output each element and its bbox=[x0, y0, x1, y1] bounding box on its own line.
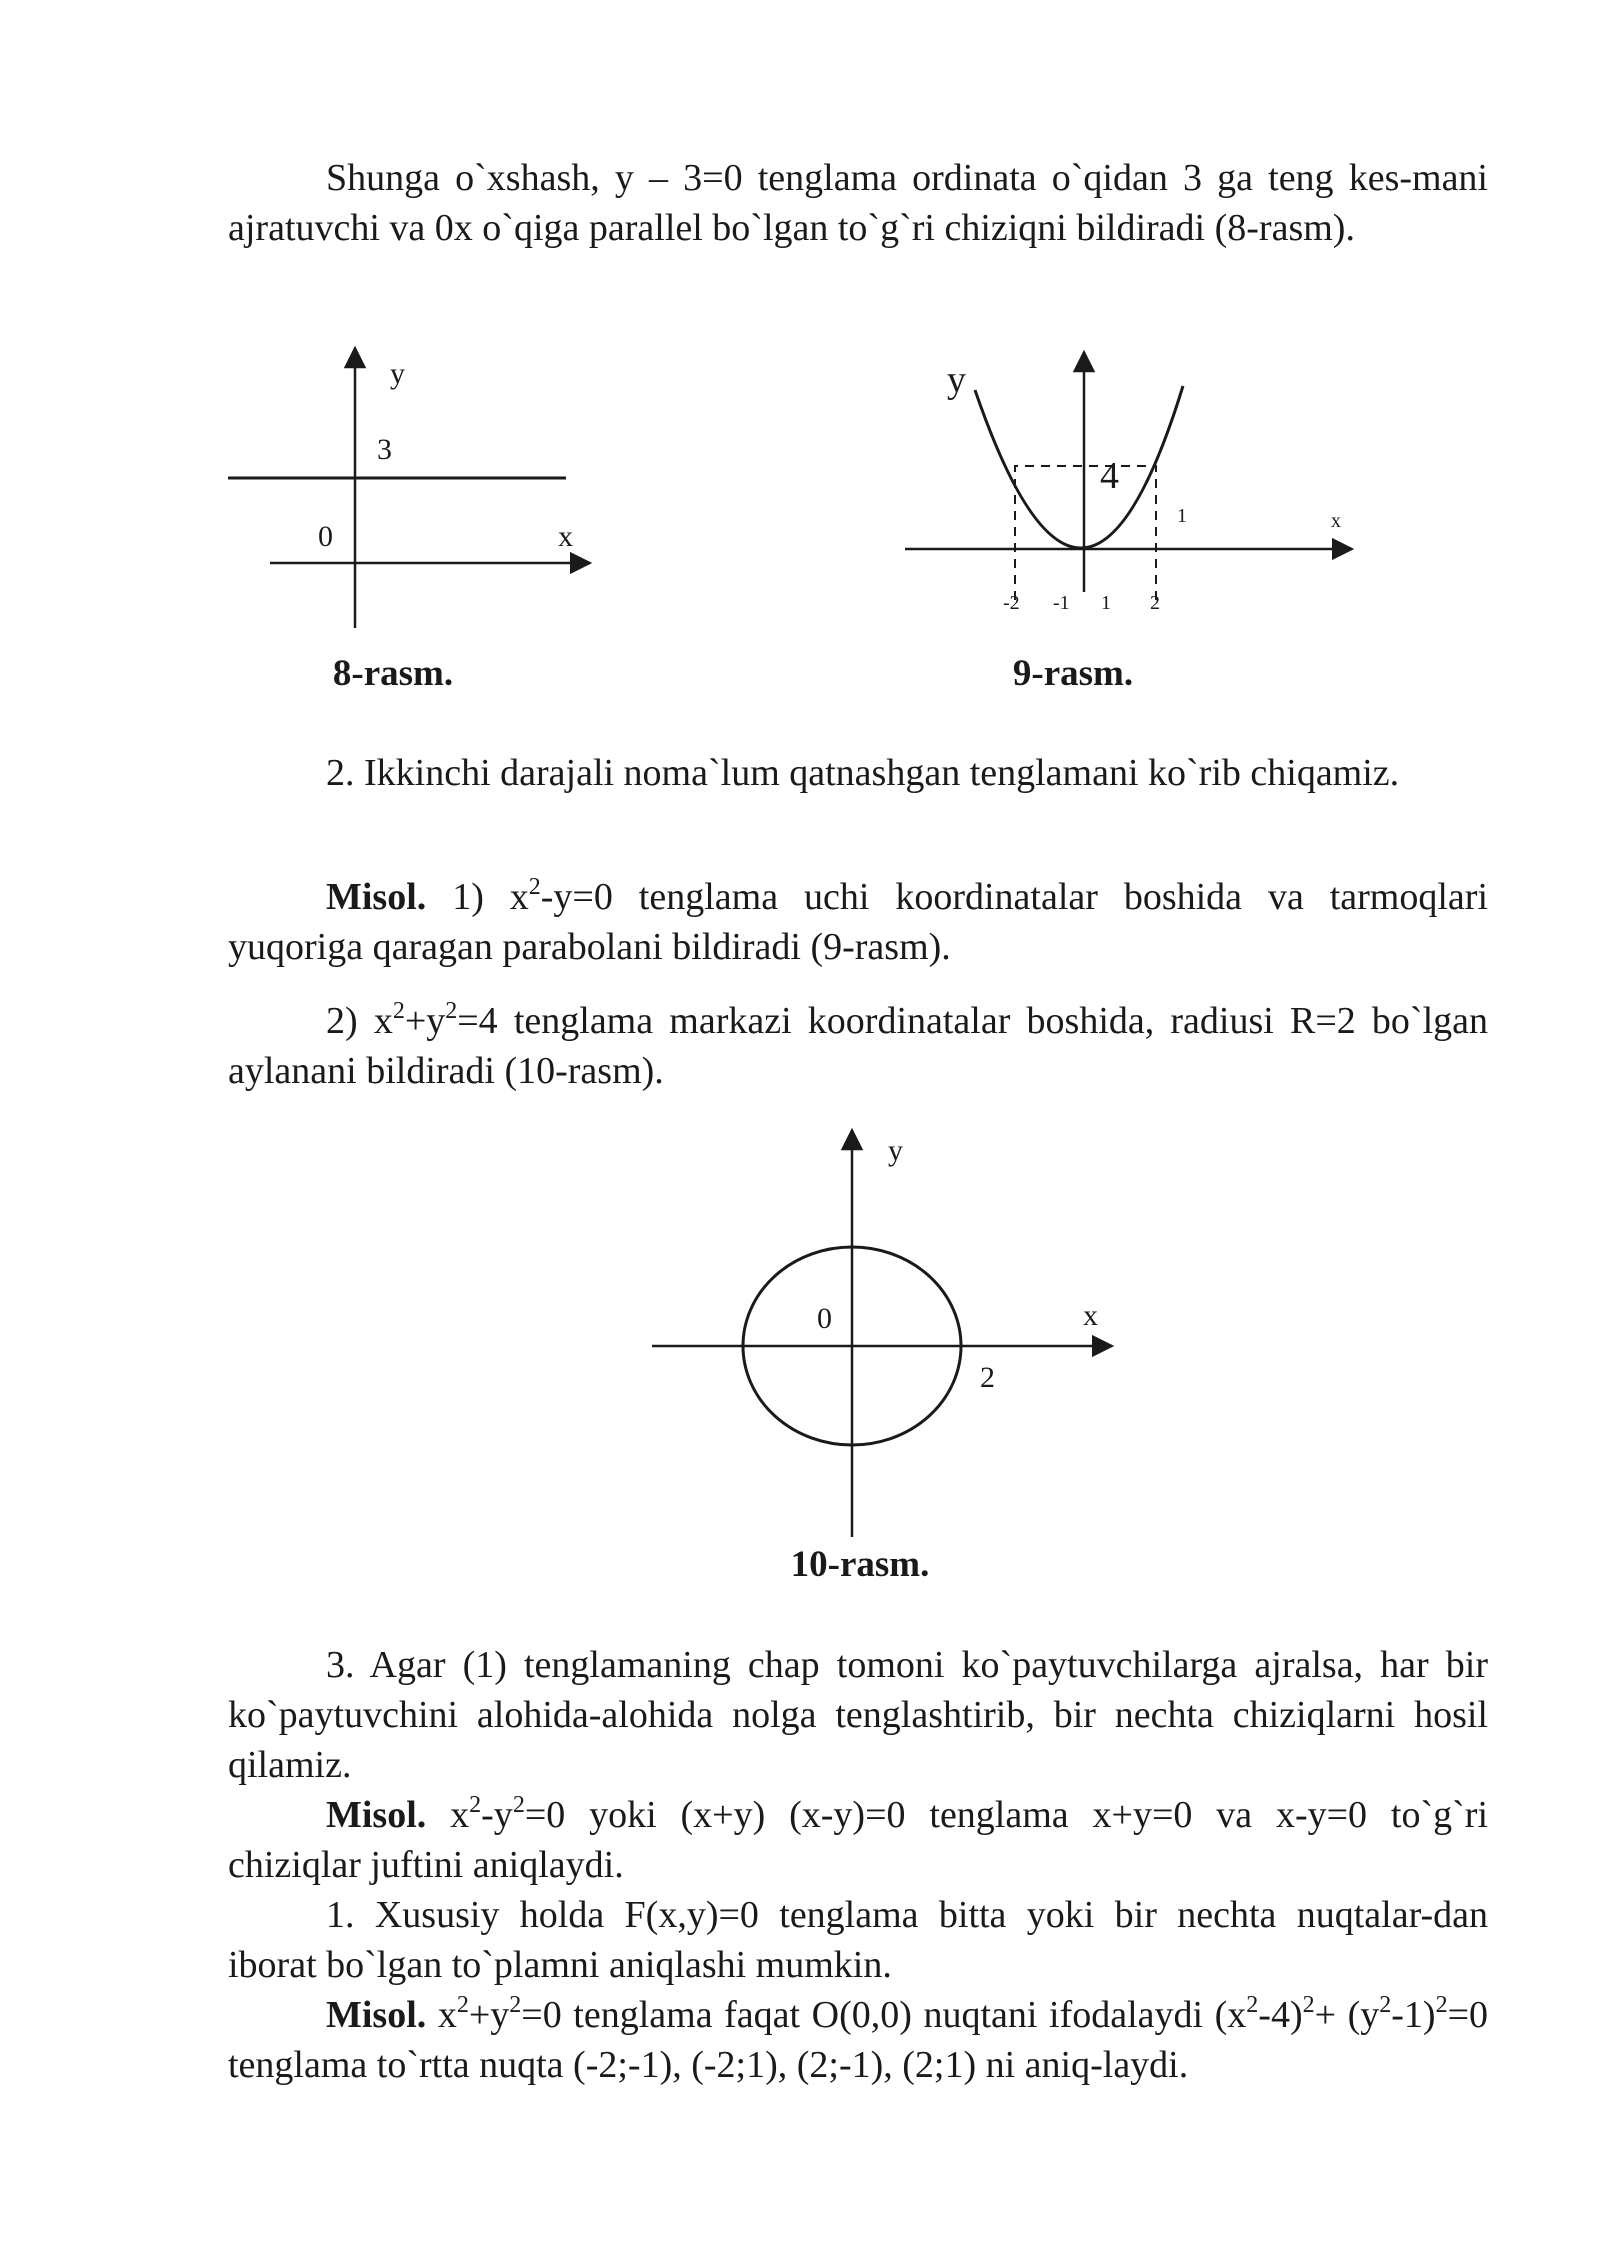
paragraph-7-text: 1. Xususiy holda F(x,y)=0 tenglama bitta yoki bir nechta nuqtalar-dan iborat bo`lgan to`plamni aniqlashi mumkin. bbox=[228, 1894, 1488, 1986]
paragraph-5 bbox=[228, 1640, 1488, 1790]
p4-text-b: +y bbox=[404, 1000, 446, 1042]
fig8-line-label: 3 bbox=[377, 433, 392, 466]
fig8-x-label: x bbox=[558, 520, 573, 553]
p8-text-e: + (y bbox=[1314, 1994, 1380, 2036]
paragraph-4 bbox=[228, 996, 1488, 1096]
p8-sup-2: 2 bbox=[509, 1992, 522, 2018]
fig9-y-label: y bbox=[947, 359, 966, 401]
fig9-dashed-box bbox=[1015, 466, 1156, 600]
misol-label: Misol. bbox=[326, 1794, 427, 1836]
p4-text-a: 2) x bbox=[326, 1000, 393, 1042]
paragraph-2 bbox=[228, 748, 1488, 798]
paragraph-8 bbox=[228, 1990, 1488, 2090]
figure-8 bbox=[228, 348, 590, 628]
paragraph-5-text: 3. Agar (1) tenglamaning chap tomoni ko`paytuvchilarga ajralsa, har bir ko`paytuvchini alohida-alohida nolga tenglashtirib, bir nechta chiziqlarni hosil qilamiz. bbox=[228, 1644, 1488, 1786]
p8-sup-6: 2 bbox=[1435, 1992, 1448, 2018]
p8-text-g: =0 tenglama to`rtta nuqta (-2;-1), (-2;1), (2;-1), (2;1) ni aniq-laydi. bbox=[228, 1994, 1489, 2086]
p6-text-b: -y bbox=[481, 1794, 513, 1836]
misol-label: Misol. bbox=[326, 876, 427, 918]
fig9-tick-1: 1 bbox=[1101, 592, 1111, 614]
misol-label: Misol. bbox=[326, 1994, 427, 2036]
fig8-y-label: y bbox=[390, 357, 405, 390]
paragraph-2-text: 2. Ikkinchi darajali noma`lum qatnashgan tenglamani ko`rib chiqamiz. bbox=[326, 752, 1400, 794]
fig10-x-label: x bbox=[1083, 1299, 1098, 1332]
figure-10 bbox=[652, 1130, 1112, 1537]
p8-text-c: =0 tenglama faqat O(0,0) nuqtani ifodalaydi (x bbox=[521, 1994, 1247, 2036]
fig8-origin-label: 0 bbox=[318, 520, 333, 553]
fig9-tick-neg2: -2 bbox=[1003, 592, 1020, 614]
p3-sup: 2 bbox=[528, 874, 541, 900]
fig9-side-label: 1 bbox=[1177, 505, 1187, 527]
p6-text-c: =0 yoki (x+y) (x-y)=0 tenglama x+y=0 va x-y=0 to`g`ri chiziqlar juftini aniqlaydi. bbox=[228, 1794, 1488, 1886]
p8-sup-1: 2 bbox=[456, 1992, 469, 2018]
p4-sup-1: 2 bbox=[392, 998, 405, 1024]
fig10-origin-label: 0 bbox=[817, 1302, 832, 1335]
paragraph-1-text: Shunga o`xshash, y – 3=0 tenglama ordinata o`qidan 3 ga teng kes-mani ajratuvchi va 0x o`qiga parallel bo`lgan to`g`ri chiziqni bildiradi (8-rasm). bbox=[228, 157, 1488, 249]
p8-sup-5: 2 bbox=[1379, 1992, 1392, 2018]
p3-text-a: 1) x bbox=[426, 876, 529, 918]
p6-sup-2: 2 bbox=[512, 1792, 525, 1818]
paragraph-6 bbox=[228, 1790, 1488, 1890]
p8-text-f: -1) bbox=[1391, 1994, 1436, 2036]
p8-text-a: x bbox=[426, 1994, 457, 2036]
fig9-tick-2: 2 bbox=[1150, 592, 1160, 614]
paragraph-7 bbox=[228, 1890, 1488, 1990]
p8-text-d: -4) bbox=[1258, 1994, 1303, 2036]
fig9-parabola bbox=[975, 386, 1183, 548]
fig9-value-label: 4 bbox=[1100, 455, 1119, 497]
p8-text-b: +y bbox=[468, 1994, 510, 2036]
p6-sup-1: 2 bbox=[469, 1792, 482, 1818]
p8-sup-3: 2 bbox=[1246, 1992, 1259, 2018]
figure-9 bbox=[905, 352, 1352, 614]
fig9-x-label: x bbox=[1331, 510, 1341, 532]
p6-text-a: x bbox=[426, 1794, 470, 1836]
fig10-y-label: y bbox=[888, 1134, 903, 1167]
p4-sup-2: 2 bbox=[445, 998, 458, 1024]
fig10-radius-label: 2 bbox=[980, 1361, 995, 1394]
p4-text-c: =4 tenglama markazi koordinatalar boshida, radiusi R=2 bo`lgan aylanani bildiradi (10-rasm). bbox=[228, 1000, 1488, 1092]
fig9-tick-neg1: -1 bbox=[1053, 592, 1070, 614]
p8-sup-4: 2 bbox=[1302, 1992, 1315, 2018]
p3-text-b: -y=0 tenglama uchi koordinatalar boshida va tarmoqlari yuqoriga qaragan parabolani bildiradi (9-rasm). bbox=[228, 876, 1488, 968]
fig8-caption: 8-rasm. bbox=[332, 653, 454, 694]
fig9-caption: 9-rasm. bbox=[1012, 653, 1134, 694]
fig10-caption: 10-rasm. bbox=[790, 1544, 930, 1585]
paragraph-3 bbox=[228, 872, 1488, 972]
